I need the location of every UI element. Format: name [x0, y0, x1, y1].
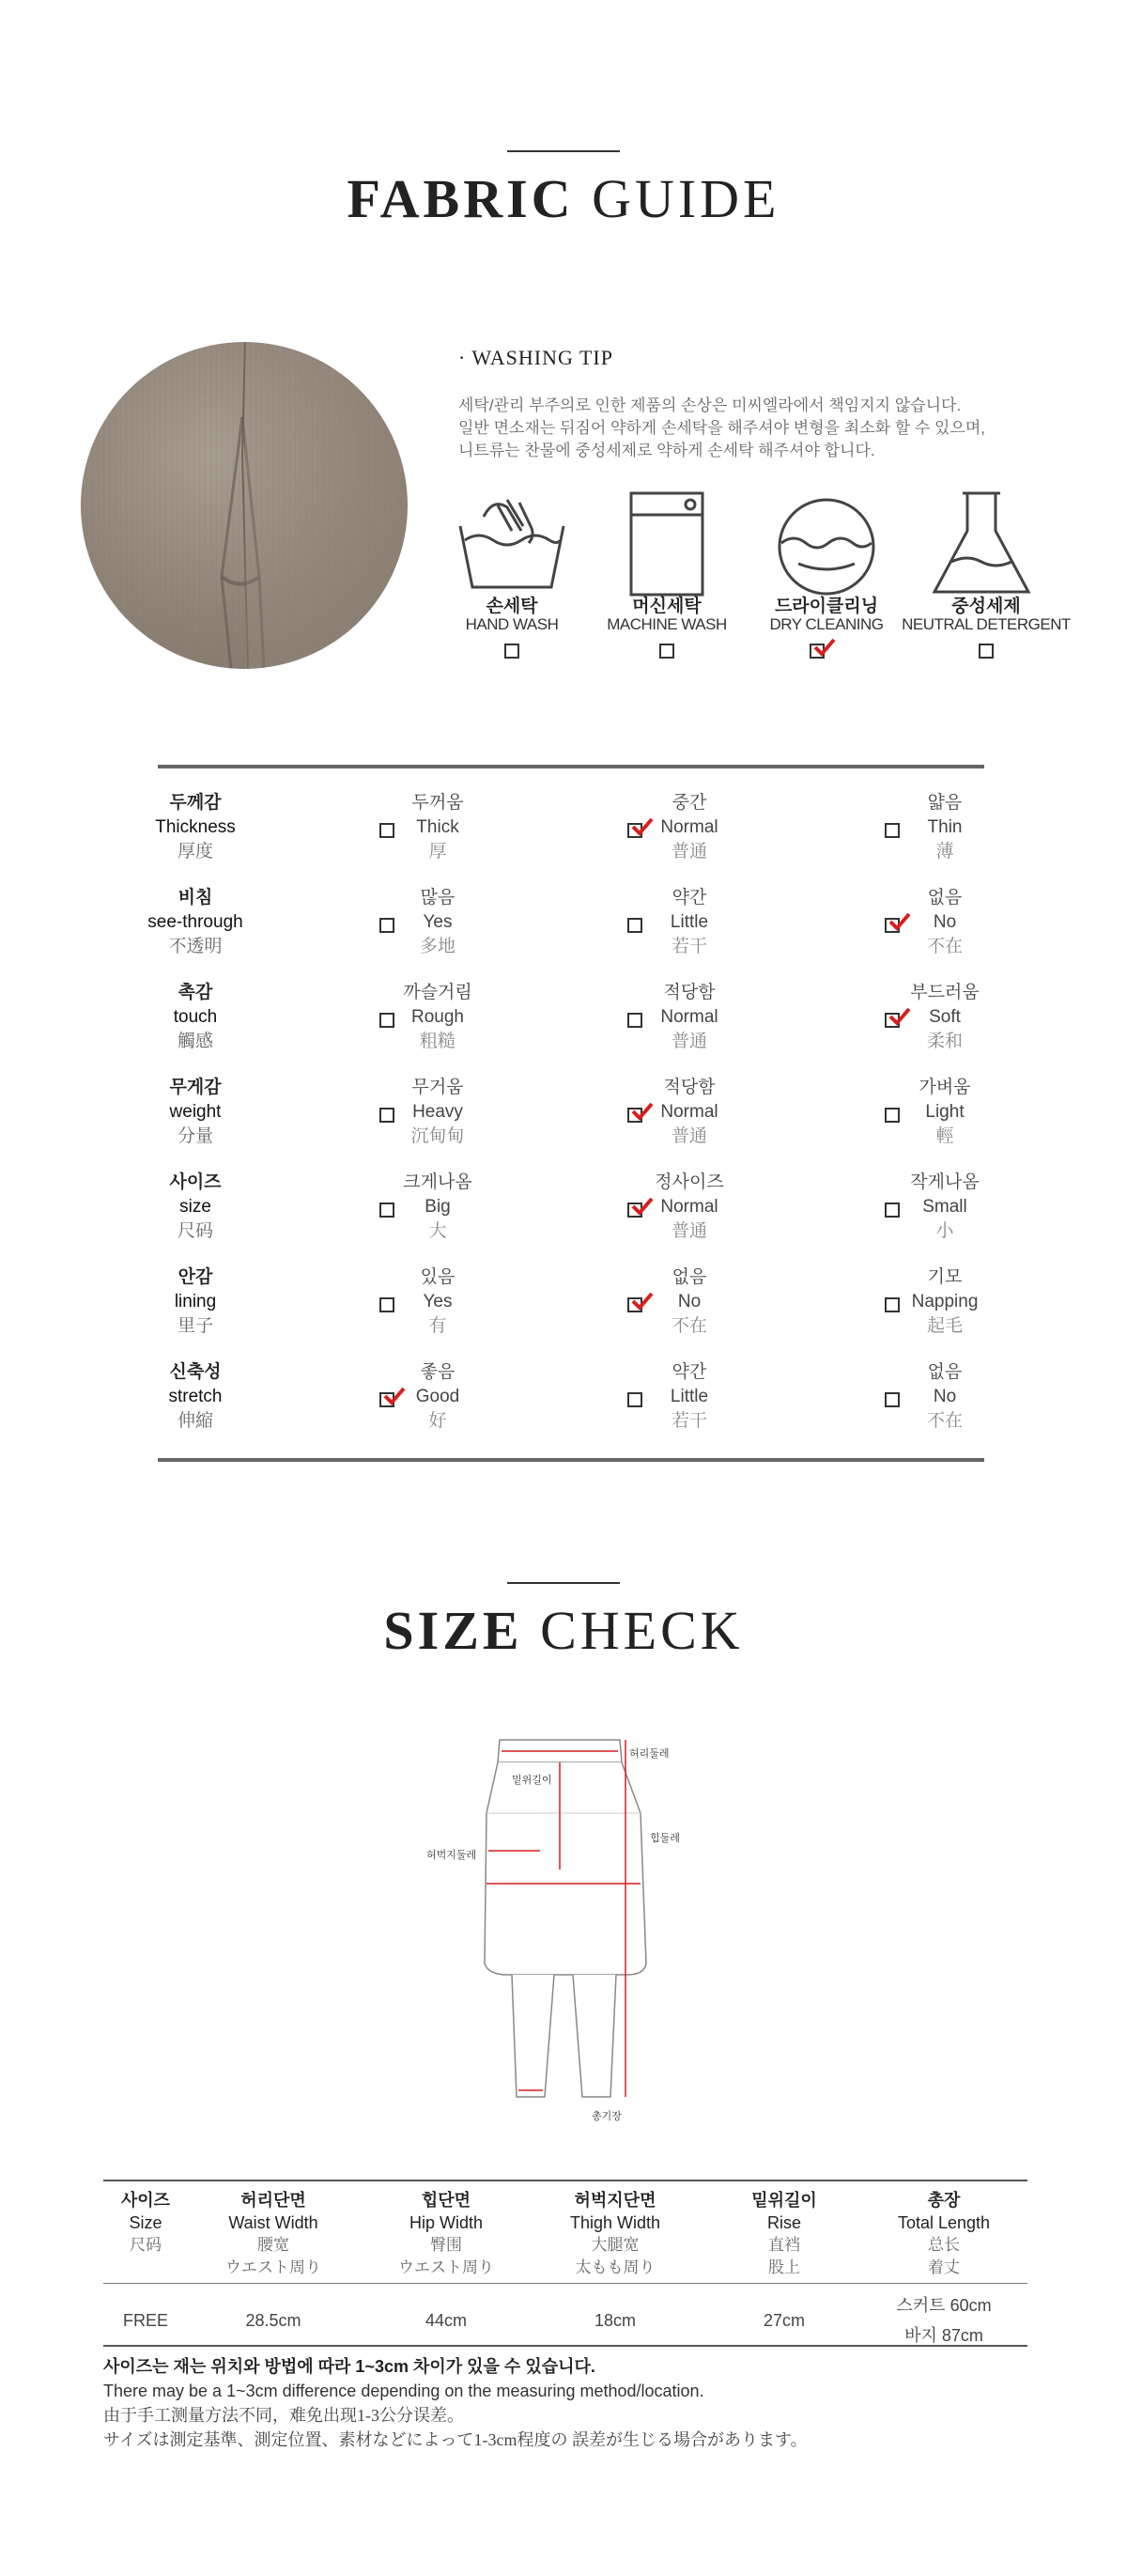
size-title-light: CHECK: [540, 1600, 744, 1661]
header-kr: 허벅지단면: [574, 2191, 656, 2210]
option-cn: 好: [428, 1411, 447, 1431]
row-label-kr: 비침: [178, 888, 213, 908]
option-en: Normal: [660, 1197, 718, 1217]
fabric-option-checkbox[interactable]: [627, 1013, 642, 1028]
option-cn: 普通: [671, 1032, 707, 1051]
row-label-en: touch: [173, 1007, 218, 1027]
header-cn: 腰宽: [257, 2236, 289, 2254]
option-cn: 不在: [926, 1411, 963, 1431]
option-en: Normal: [660, 817, 718, 837]
machine-wash-label-en: MACHINE WASH: [607, 615, 727, 633]
fabric-table-bottom-rule: [158, 1458, 984, 1462]
fabric-option-checkbox[interactable]: [885, 918, 900, 933]
option-en: Normal: [660, 1007, 718, 1027]
row-label-en: stretch: [168, 1387, 223, 1406]
fabric-option-checkbox[interactable]: [379, 823, 394, 838]
fabric-guide-title: [0, 167, 1127, 230]
option-cn: 粗糙: [419, 1032, 455, 1051]
option-en: No: [677, 1292, 702, 1311]
size-table-header: [366, 2189, 526, 2279]
fabric-option-checkbox[interactable]: [379, 918, 394, 933]
neutral-detergent-icon: [925, 489, 1038, 601]
option-cn: 起毛: [926, 1316, 963, 1336]
row-label-kr: 신축성: [169, 1362, 222, 1382]
option-kr: 적당함: [663, 1078, 716, 1097]
option-en: Little: [670, 1387, 709, 1406]
fabric-option-checkbox[interactable]: [627, 1108, 642, 1123]
size-table-top-rule: [103, 2180, 1027, 2181]
row-label-en: size: [179, 1197, 211, 1217]
option-cn: 不在: [926, 937, 963, 956]
size-table-header: [535, 2189, 695, 2279]
fabric-row-label: [120, 1265, 270, 1339]
header-cn: 尺码: [130, 2236, 162, 2254]
row-label-cn: 尺码: [177, 1221, 213, 1241]
option-kr: 있음: [420, 1267, 455, 1287]
option-en: Heavy: [412, 1102, 463, 1122]
hand-wash-checkbox[interactable]: [504, 644, 519, 659]
thigh-value: 18cm: [594, 2311, 636, 2330]
option-cn: 不在: [671, 1316, 707, 1336]
length-label: 총기장: [592, 2111, 622, 2122]
row-label-kr: 촉감: [178, 983, 213, 1002]
fabric-row-label: [120, 981, 270, 1054]
option-cn: 普通: [671, 842, 707, 861]
washing-tip-heading: · WASHING TIP: [458, 346, 613, 369]
size-diagram: [426, 1729, 704, 2123]
washing-line-2: 일반 면소재는 뒤짐어 약하게 손세탁을 해주셔야 변형을 최소화 할 수 있으며,: [458, 419, 986, 437]
note-korean: 사이즈는 재는 위치와 방법에 따라 1~3cm 차이가 있을 수 있습니다.: [103, 2357, 595, 2376]
size-check-title: [0, 1599, 1127, 1662]
fabric-row-label: [120, 1076, 270, 1149]
check-mark-icon: [631, 817, 654, 836]
fabric-option-checkbox[interactable]: [885, 1297, 900, 1312]
fabric-option-checkbox[interactable]: [627, 1297, 642, 1312]
header-kr: 사이즈: [120, 2191, 171, 2210]
option-cn: 薄: [935, 842, 954, 861]
option-en: Yes: [423, 1292, 453, 1311]
check-mark-icon: [631, 1292, 654, 1311]
note-english: There may be a 1~3cm difference depending on the measuring method/location.: [103, 2382, 704, 2400]
header-jp: 着丈: [928, 2258, 960, 2276]
option-kr: 기모: [927, 1267, 963, 1287]
hand-wash-icon: [455, 489, 568, 601]
option-kr: 많음: [420, 888, 455, 908]
header-jp: 太もも周り: [575, 2258, 656, 2276]
option-en: Little: [670, 912, 709, 932]
fabric-option-checkbox[interactable]: [379, 1392, 394, 1407]
option-cn: 普通: [671, 1126, 707, 1146]
machine-wash-label: 머신세탁: [632, 597, 702, 616]
title-bold: FABRIC: [347, 168, 575, 229]
option-cn: 若干: [671, 937, 707, 956]
option-cn: 大: [428, 1221, 447, 1241]
fabric-photo: [81, 342, 408, 669]
fabric-option-checkbox[interactable]: [885, 823, 900, 838]
fabric-row-label: [120, 1360, 270, 1434]
neutral-detergent-label-en: NEUTRAL DETERGENT: [902, 615, 1071, 633]
header-kr: 힙단면: [421, 2191, 471, 2210]
option-en: Napping: [911, 1292, 979, 1311]
dry-cleaning-label-en: DRY CLEANING: [769, 615, 884, 633]
check-mark-icon: [888, 1007, 911, 1026]
check-mark-icon: [813, 638, 836, 657]
check-mark-icon: [888, 912, 911, 931]
fabric-option: [624, 1360, 755, 1434]
header-en: Size: [129, 2213, 162, 2232]
header-en: Hip Width: [409, 2213, 484, 2232]
fabric-option-checkbox[interactable]: [379, 1013, 394, 1028]
option-kr: 가벼움: [919, 1078, 971, 1097]
thigh-label: 허벅지둘레: [426, 1850, 477, 1861]
option-kr: 크게나옴: [403, 1172, 472, 1192]
hand-wash-label: 손세탁: [486, 597, 538, 616]
size-table-header: [193, 2189, 353, 2279]
option-kr: 없음: [927, 1362, 963, 1382]
header-kr: 총장: [927, 2191, 961, 2210]
row-label-cn: 厚度: [177, 842, 213, 861]
washing-line-1: 세탁/관리 부주의로 인한 제품의 손상은 미씨엘라에서 책임지지 않습니다.: [458, 396, 962, 414]
fabric-option-checkbox[interactable]: [627, 918, 642, 933]
check-mark-icon: [383, 1387, 406, 1405]
fabric-option-checkbox[interactable]: [379, 1297, 394, 1312]
row-label-cn: 伸縮: [177, 1411, 213, 1431]
option-cn: 輕: [935, 1126, 954, 1146]
machine-wash-icon: [610, 489, 723, 601]
option-kr: 없음: [672, 1267, 707, 1287]
option-en: Small: [922, 1197, 967, 1217]
hand-wash-label-en: HAND WASH: [465, 615, 559, 633]
option-kr: 약간: [672, 888, 707, 908]
fabric-option: [624, 886, 755, 959]
size-table-header: [704, 2189, 864, 2279]
waist-value: 28.5cm: [245, 2311, 301, 2330]
option-en: Light: [925, 1102, 965, 1122]
option-en: Good: [415, 1387, 460, 1406]
fabric-option-checkbox[interactable]: [627, 1392, 642, 1407]
fabric-row-label: [120, 886, 270, 959]
check-mark-icon: [631, 1197, 654, 1216]
header-cn: 直裆: [768, 2236, 800, 2254]
row-label-en: lining: [174, 1292, 217, 1311]
size-table-header: [864, 2189, 1024, 2279]
option-en: Soft: [929, 1007, 961, 1027]
option-kr: 작게나옴: [910, 1172, 980, 1192]
option-kr: 무거움: [411, 1078, 464, 1097]
size-value: FREE: [122, 2311, 168, 2330]
fabric-row-label: [120, 1171, 270, 1244]
header-cn: 大腿宽: [591, 2236, 640, 2254]
option-cn: 沉甸甸: [410, 1126, 465, 1146]
row-label-kr: 두께감: [169, 793, 222, 813]
title-rule: [507, 150, 620, 152]
option-kr: 중간: [672, 793, 707, 813]
row-label-kr: 무게감: [169, 1078, 222, 1097]
title-light: GUIDE: [592, 168, 780, 229]
fabric-option-checkbox[interactable]: [885, 1392, 900, 1407]
option-cn: 多地: [419, 937, 455, 956]
header-kr: 허리단면: [240, 2191, 306, 2210]
neutral-detergent-label: 중성세제: [951, 597, 1021, 616]
fabric-option-checkbox[interactable]: [627, 1203, 642, 1218]
option-kr: 약간: [672, 1362, 707, 1382]
option-cn: 厚: [428, 842, 447, 861]
fabric-option-checkbox[interactable]: [627, 823, 642, 838]
dry-cleaning-icon: [770, 489, 883, 601]
option-en: Thick: [416, 817, 459, 837]
header-cn: 臀围: [430, 2236, 462, 2254]
row-label-cn: 分量: [177, 1126, 213, 1146]
hip-value: 44cm: [425, 2311, 467, 2330]
option-cn: 有: [428, 1316, 447, 1336]
fabric-option: [624, 981, 755, 1054]
fabric-row-label: [120, 791, 270, 864]
option-en: Big: [425, 1197, 451, 1217]
fabric-option-checkbox[interactable]: [379, 1203, 394, 1218]
option-kr: 까슬거림: [403, 983, 472, 1002]
row-label-cn: 里子: [177, 1316, 213, 1336]
option-kr: 좋음: [420, 1362, 455, 1382]
fabric-option-checkbox[interactable]: [885, 1108, 900, 1123]
note-chinese: 由于手工测量方法不同，难免出现1-3公分误差。: [103, 2406, 464, 2425]
size-title-rule: [507, 1582, 620, 1584]
waist-label: 허리둘레: [629, 1748, 670, 1760]
option-kr: 두꺼움: [411, 793, 464, 813]
header-kr: 밑위길이: [751, 2191, 817, 2210]
row-label-cn: 觸感: [177, 1032, 213, 1051]
row-label-cn: 不透明: [168, 937, 223, 956]
dry-cleaning-label: 드라이클리닝: [774, 597, 879, 616]
size-table-mid-rule: [103, 2283, 1027, 2284]
neutral-detergent-checkbox[interactable]: [979, 644, 994, 659]
washing-line-3: 니트류는 찬물에 중성세제로 약하게 손세탁 해주셔야 합니다.: [458, 442, 875, 459]
header-jp: ウエスト周り: [398, 2258, 494, 2276]
option-cn: 若干: [671, 1411, 707, 1431]
machine-wash-checkbox[interactable]: [659, 644, 674, 659]
header-en: Thigh Width: [569, 2213, 661, 2232]
option-kr: 부드러움: [910, 983, 980, 1002]
header-jp: ウエスト周り: [225, 2258, 321, 2276]
fabric-option-checkbox[interactable]: [379, 1108, 394, 1123]
option-en: Yes: [423, 912, 453, 932]
row-label-kr: 안감: [178, 1267, 213, 1287]
option-kr: 없음: [927, 888, 963, 908]
skirt-leggings-illustration: [432, 1729, 704, 2123]
option-en: Rough: [411, 1007, 464, 1027]
length-skirt-value: 스커트 60cm: [896, 2296, 992, 2315]
length-pants-value: 바지 87cm: [904, 2326, 983, 2345]
row-label-en: Thickness: [155, 817, 236, 837]
rise-label: 밑위길이: [512, 1775, 552, 1786]
dry-cleaning-checkbox[interactable]: [810, 644, 825, 659]
option-cn: 普通: [671, 1221, 707, 1241]
fabric-option-checkbox[interactable]: [885, 1203, 900, 1218]
size-title-bold: SIZE: [383, 1600, 523, 1661]
option-en: No: [933, 1387, 957, 1406]
row-label-en: see-through: [147, 912, 243, 932]
check-mark-icon: [631, 1102, 654, 1121]
hip-label: 힙둘레: [650, 1833, 680, 1844]
option-cn: 柔和: [926, 1032, 963, 1051]
fabric-table-top-rule: [158, 765, 984, 768]
row-label-kr: 사이즈: [169, 1172, 222, 1192]
note-japanese: サイズは測定基準、測定位置、素材などによって1-3cm程度の 誤差が生じる場合があります。: [103, 2430, 808, 2449]
option-en: Thin: [927, 817, 963, 837]
row-label-en: weight: [169, 1102, 222, 1122]
option-kr: 얇음: [927, 793, 963, 813]
option-en: No: [933, 912, 957, 932]
header-en: Total Length: [897, 2213, 991, 2232]
option-kr: 정사이즈: [655, 1172, 724, 1192]
option-cn: 小: [935, 1221, 954, 1241]
header-en: Rise: [766, 2213, 801, 2232]
fabric-texture: [81, 342, 408, 669]
option-en: Normal: [660, 1102, 718, 1122]
rise-value: 27cm: [763, 2311, 805, 2330]
header-cn: 总长: [928, 2236, 960, 2254]
fabric-option-checkbox[interactable]: [885, 1013, 900, 1028]
header-jp: 股上: [768, 2258, 800, 2276]
header-en: Waist Width: [228, 2213, 318, 2232]
option-kr: 적당함: [663, 983, 716, 1002]
